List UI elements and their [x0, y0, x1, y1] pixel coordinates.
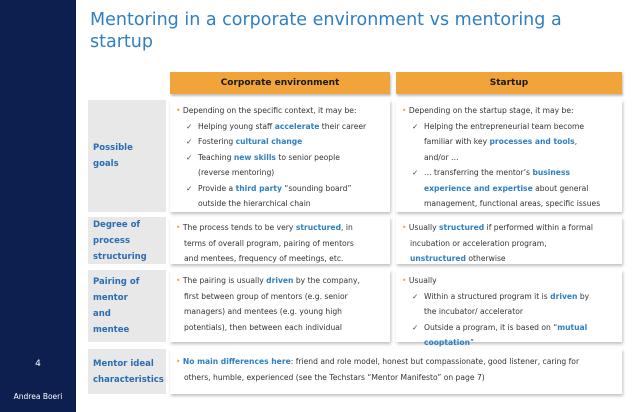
check-icon: ✓: [412, 291, 419, 301]
cell-pairing-startup: • Usually ✓ Within a structured program it is driven by the incubator/ accelerator ✓ Outside a program, it is based on “mutual cooptation”: [396, 270, 622, 342]
row-label-goals: [88, 100, 166, 212]
goals-startup-intro: Depending on the startup stage, it may be:: [408, 106, 574, 115]
check-icon: ✓: [186, 121, 193, 131]
goals-startup-item-2: ✓ … transferring the mentor’s business: [402, 165, 616, 181]
page-number: 4: [35, 359, 41, 369]
check-icon: ✓: [186, 137, 193, 146]
cell-process-corporate: • The process tends to be very structured, in terms of overall program, pairing of mentors and mentees, frequency of meetings, etc.: [170, 217, 390, 264]
pairing-startup-item-2: ✓ Outside a program, it is based on “mutual: [402, 320, 616, 336]
slide-title: Mentoring in a corporate environment vs mentoring a startup: [90, 10, 562, 52]
row-label-mentor-text: Mentor ideal characteristics: [93, 358, 164, 385]
goals-corporate-item-1: ✓ Helping young staff accelerate their career: [176, 119, 384, 135]
cell-goals-corporate: • Depending on the specific context, it may be: ✓ Helping young staff accelerate their career ✓ Fostering cultural change ✓ Teaching new skills to senior people (reverse mentoring) ✓ Provide a third party “sounding board” outside the hierarchical chain: [170, 100, 390, 212]
author-name: Andrea Boeri: [13, 392, 63, 401]
check-icon: ✓: [186, 152, 193, 162]
goals-corporate-intro: Depending on the specific context, it may be:: [182, 106, 357, 115]
pairing-startup-item-1: ✓ Within a structured program it is driven by: [402, 289, 616, 305]
row-label-pairing-text: Pairing of mentor and mentee: [93, 277, 140, 335]
sidebar: [0, 0, 76, 412]
cell-mentor-characteristics: • No main differences here: friend and role model, honest but compassionate, good listener, caring for others, humble, experienced (see the Techstars “Mentor Manifesto” on page 7): [170, 349, 622, 394]
check-icon: ✓: [412, 168, 419, 177]
row-label-pairing: [88, 270, 166, 342]
row-label-process: [88, 217, 166, 264]
cell-pairing-corporate: • The pairing is usually driven by the company, first between group of mentors (e.g. senior managers) and mentees (e.g. young high potentials), then between each individual: [170, 270, 390, 342]
check-icon: ✓: [412, 322, 419, 332]
goals-corporate-item-3: ✓ Teaching new skills to senior people: [176, 150, 384, 166]
column-header-corporate: Corporate environment: [170, 72, 390, 94]
cell-goals-startup: • Depending on the startup stage, it may be: ✓ Helping the entrepreneurial team become familiar with key processes and tools, and/or … ✓ … transferring the mentor’s business experience and expertise about general management, functional areas, specific issues: [396, 100, 622, 212]
row-label-mentor: [88, 349, 166, 394]
row-label-process-text: Degree of process structuring: [93, 219, 147, 262]
column-header-startup: Startup: [396, 72, 622, 94]
goals-corporate-item-4: ✓ Provide a third party “sounding board”: [176, 181, 384, 197]
goals-corporate-item-2: ✓ Fostering cultural change: [176, 134, 384, 150]
cell-process-startup: • Usually structured if performed within a formal incubation or acceleration program, unstructured otherwise: [396, 217, 622, 264]
check-icon: ✓: [412, 121, 419, 131]
goals-startup-item-1: ✓ Helping the entrepreneurial team become: [402, 119, 616, 135]
row-label-goals-text: Possible goals: [93, 143, 133, 169]
check-icon: ✓: [186, 183, 193, 193]
